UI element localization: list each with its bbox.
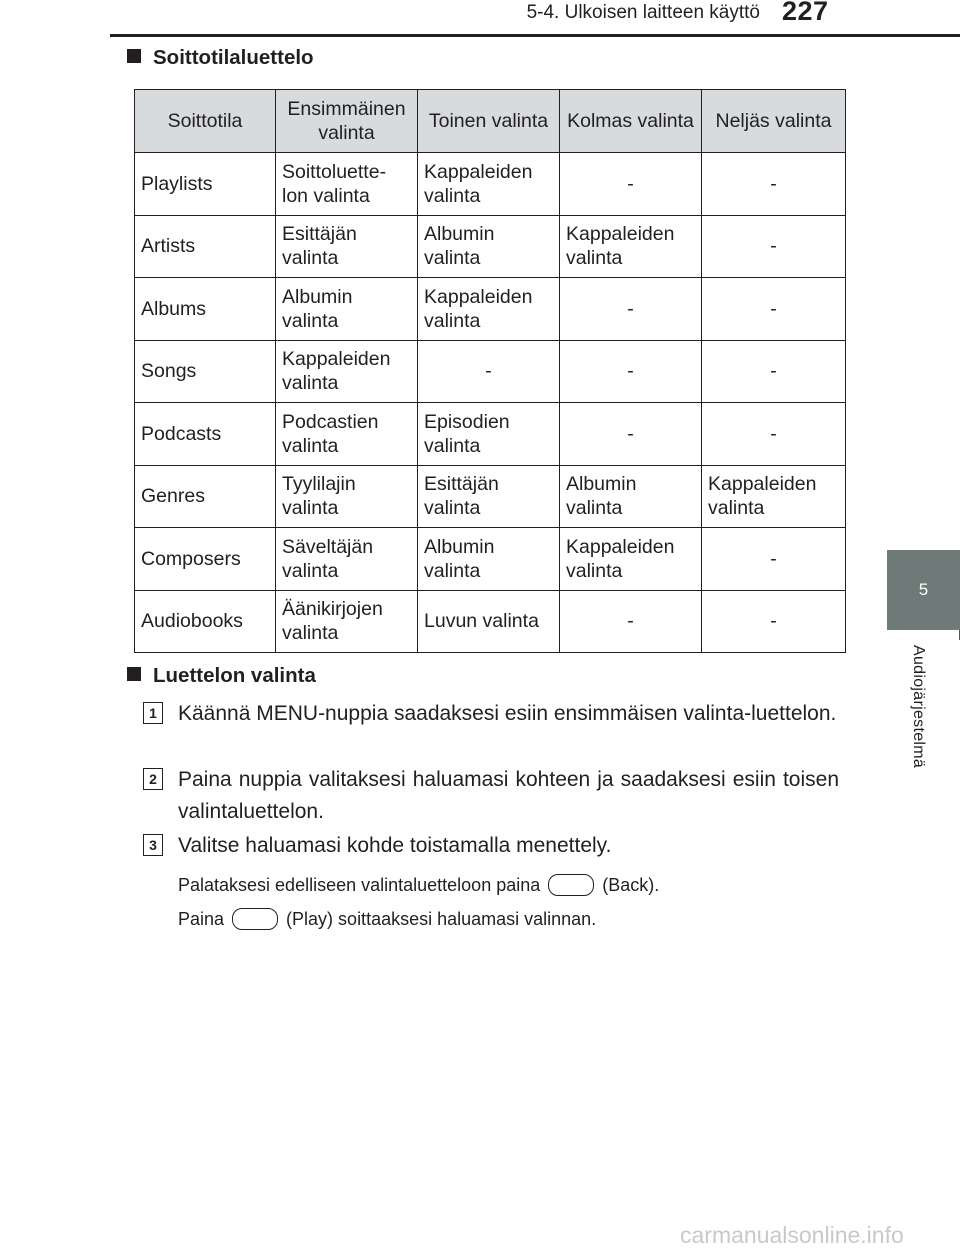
table-row: [135, 153, 846, 216]
chapter-label: Audiojärjestelmä: [910, 645, 927, 769]
note-text: Palataksesi edelliseen valintaluetteloon paina: [178, 875, 541, 895]
selection-cell: -: [560, 403, 702, 466]
note-text: (Play) soittaaksesi haluamasi valinnan.: [286, 909, 597, 929]
table-row: [135, 215, 846, 278]
table-header-cell: Soittotila: [135, 90, 276, 153]
selection-cell: Kappaleiden valinta: [418, 153, 560, 216]
table-header-cell: Ensimmäinen valinta: [276, 90, 418, 153]
selection-cell: Kappaleiden valinta: [276, 340, 418, 403]
step-number-badge: 2: [143, 768, 163, 790]
table-row: [135, 590, 846, 653]
play-mode-cell: Podcasts: [135, 403, 276, 466]
play-mode-cell: Albums: [135, 278, 276, 341]
note-text: (Back).: [602, 875, 660, 895]
back-button-icon: [548, 874, 594, 896]
step-item: [143, 764, 839, 828]
heading-bullet-icon: [127, 49, 141, 63]
step-number-badge: 3: [143, 834, 163, 856]
play-button-icon: [232, 908, 278, 930]
selection-cell: Äänikirjojen valinta: [276, 590, 418, 653]
step-number-badge: 1: [143, 702, 163, 724]
selection-cell: -: [560, 278, 702, 341]
play-mode-cell: Songs: [135, 340, 276, 403]
selection-cell: -: [702, 340, 846, 403]
selection-cell: Esittäjän valinta: [276, 215, 418, 278]
play-mode-cell: Genres: [135, 465, 276, 528]
table-header-cell: Kolmas valinta: [560, 90, 702, 153]
selection-cell: -: [418, 340, 560, 403]
selection-cell: Esittäjän valinta: [418, 465, 560, 528]
heading-bullet-icon: [127, 667, 141, 681]
selection-cell: -: [702, 403, 846, 466]
selection-cell: Luvun valinta: [418, 590, 560, 653]
table-header-cell: Neljäs valinta: [702, 90, 846, 153]
chapter-number: 5: [918, 580, 929, 599]
selection-cell: Podcastien valinta: [276, 403, 418, 466]
selection-cell: Episodien valinta: [418, 403, 560, 466]
selection-cell: Albumin valinta: [560, 465, 702, 528]
table-header-row: [135, 90, 846, 153]
chapter-tab[interactable]: [887, 550, 960, 630]
selection-cell: -: [702, 278, 846, 341]
step-text: Valitse haluamasi kohde toistamalla menettely.: [178, 834, 612, 857]
play-mode-cell: Audiobooks: [135, 590, 276, 653]
selection-cell: -: [560, 590, 702, 653]
play-mode-cell: Composers: [135, 528, 276, 591]
section-heading-text: Soittotilaluettelo: [153, 46, 314, 69]
selection-cell: Albumin valinta: [418, 528, 560, 591]
step-text: Paina nuppia valitaksesi haluamasi kohteen ja saadaksesi esiin toisen valintaluettelon.: [178, 768, 839, 823]
selection-cell: Tyylilajin valinta: [276, 465, 418, 528]
step-item: [143, 830, 839, 862]
note-text: Paina: [178, 909, 225, 929]
selection-cell: -: [560, 153, 702, 216]
table-row: [135, 403, 846, 466]
note-play: [178, 908, 596, 930]
table-row: [135, 340, 846, 403]
note-back: [178, 874, 659, 896]
table-row: [135, 465, 846, 528]
selection-cell: Säveltäjän valinta: [276, 528, 418, 591]
step-text: Käännä MENU-nuppia saadaksesi esiin ensimmäisen valinta-luettelon.: [178, 702, 837, 725]
play-mode-table: [134, 89, 846, 653]
section-title: 5-4. Ulkoisen laitteen käyttö: [526, 2, 760, 23]
selection-cell: Albumin valinta: [276, 278, 418, 341]
selection-cell: -: [560, 340, 702, 403]
selection-cell: Kappaleiden valinta: [560, 215, 702, 278]
step-item: [143, 698, 839, 730]
selection-cell: -: [702, 590, 846, 653]
selection-cell: Kappaleiden valinta: [418, 278, 560, 341]
page-number: 227: [782, 0, 829, 26]
selection-cell: Kappaleiden valinta: [560, 528, 702, 591]
section-heading-play-modes: [127, 46, 314, 70]
play-mode-cell: Artists: [135, 215, 276, 278]
header-divider: [110, 34, 960, 37]
selection-cell: Albumin valinta: [418, 215, 560, 278]
selection-cell: -: [702, 215, 846, 278]
table-row: [135, 528, 846, 591]
section-heading-list-selection: [127, 664, 316, 688]
selection-cell: Kappaleiden valinta: [702, 465, 846, 528]
selection-cell: Soittoluette-lon valinta: [276, 153, 418, 216]
watermark: carmanualsonline.info: [680, 1222, 904, 1248]
selection-cell: -: [702, 528, 846, 591]
table-row: [135, 278, 846, 341]
selection-cell: -: [702, 153, 846, 216]
play-mode-cell: Playlists: [135, 153, 276, 216]
section-heading-text: Luettelon valinta: [153, 664, 316, 687]
table-header-cell: Toinen valinta: [418, 90, 560, 153]
